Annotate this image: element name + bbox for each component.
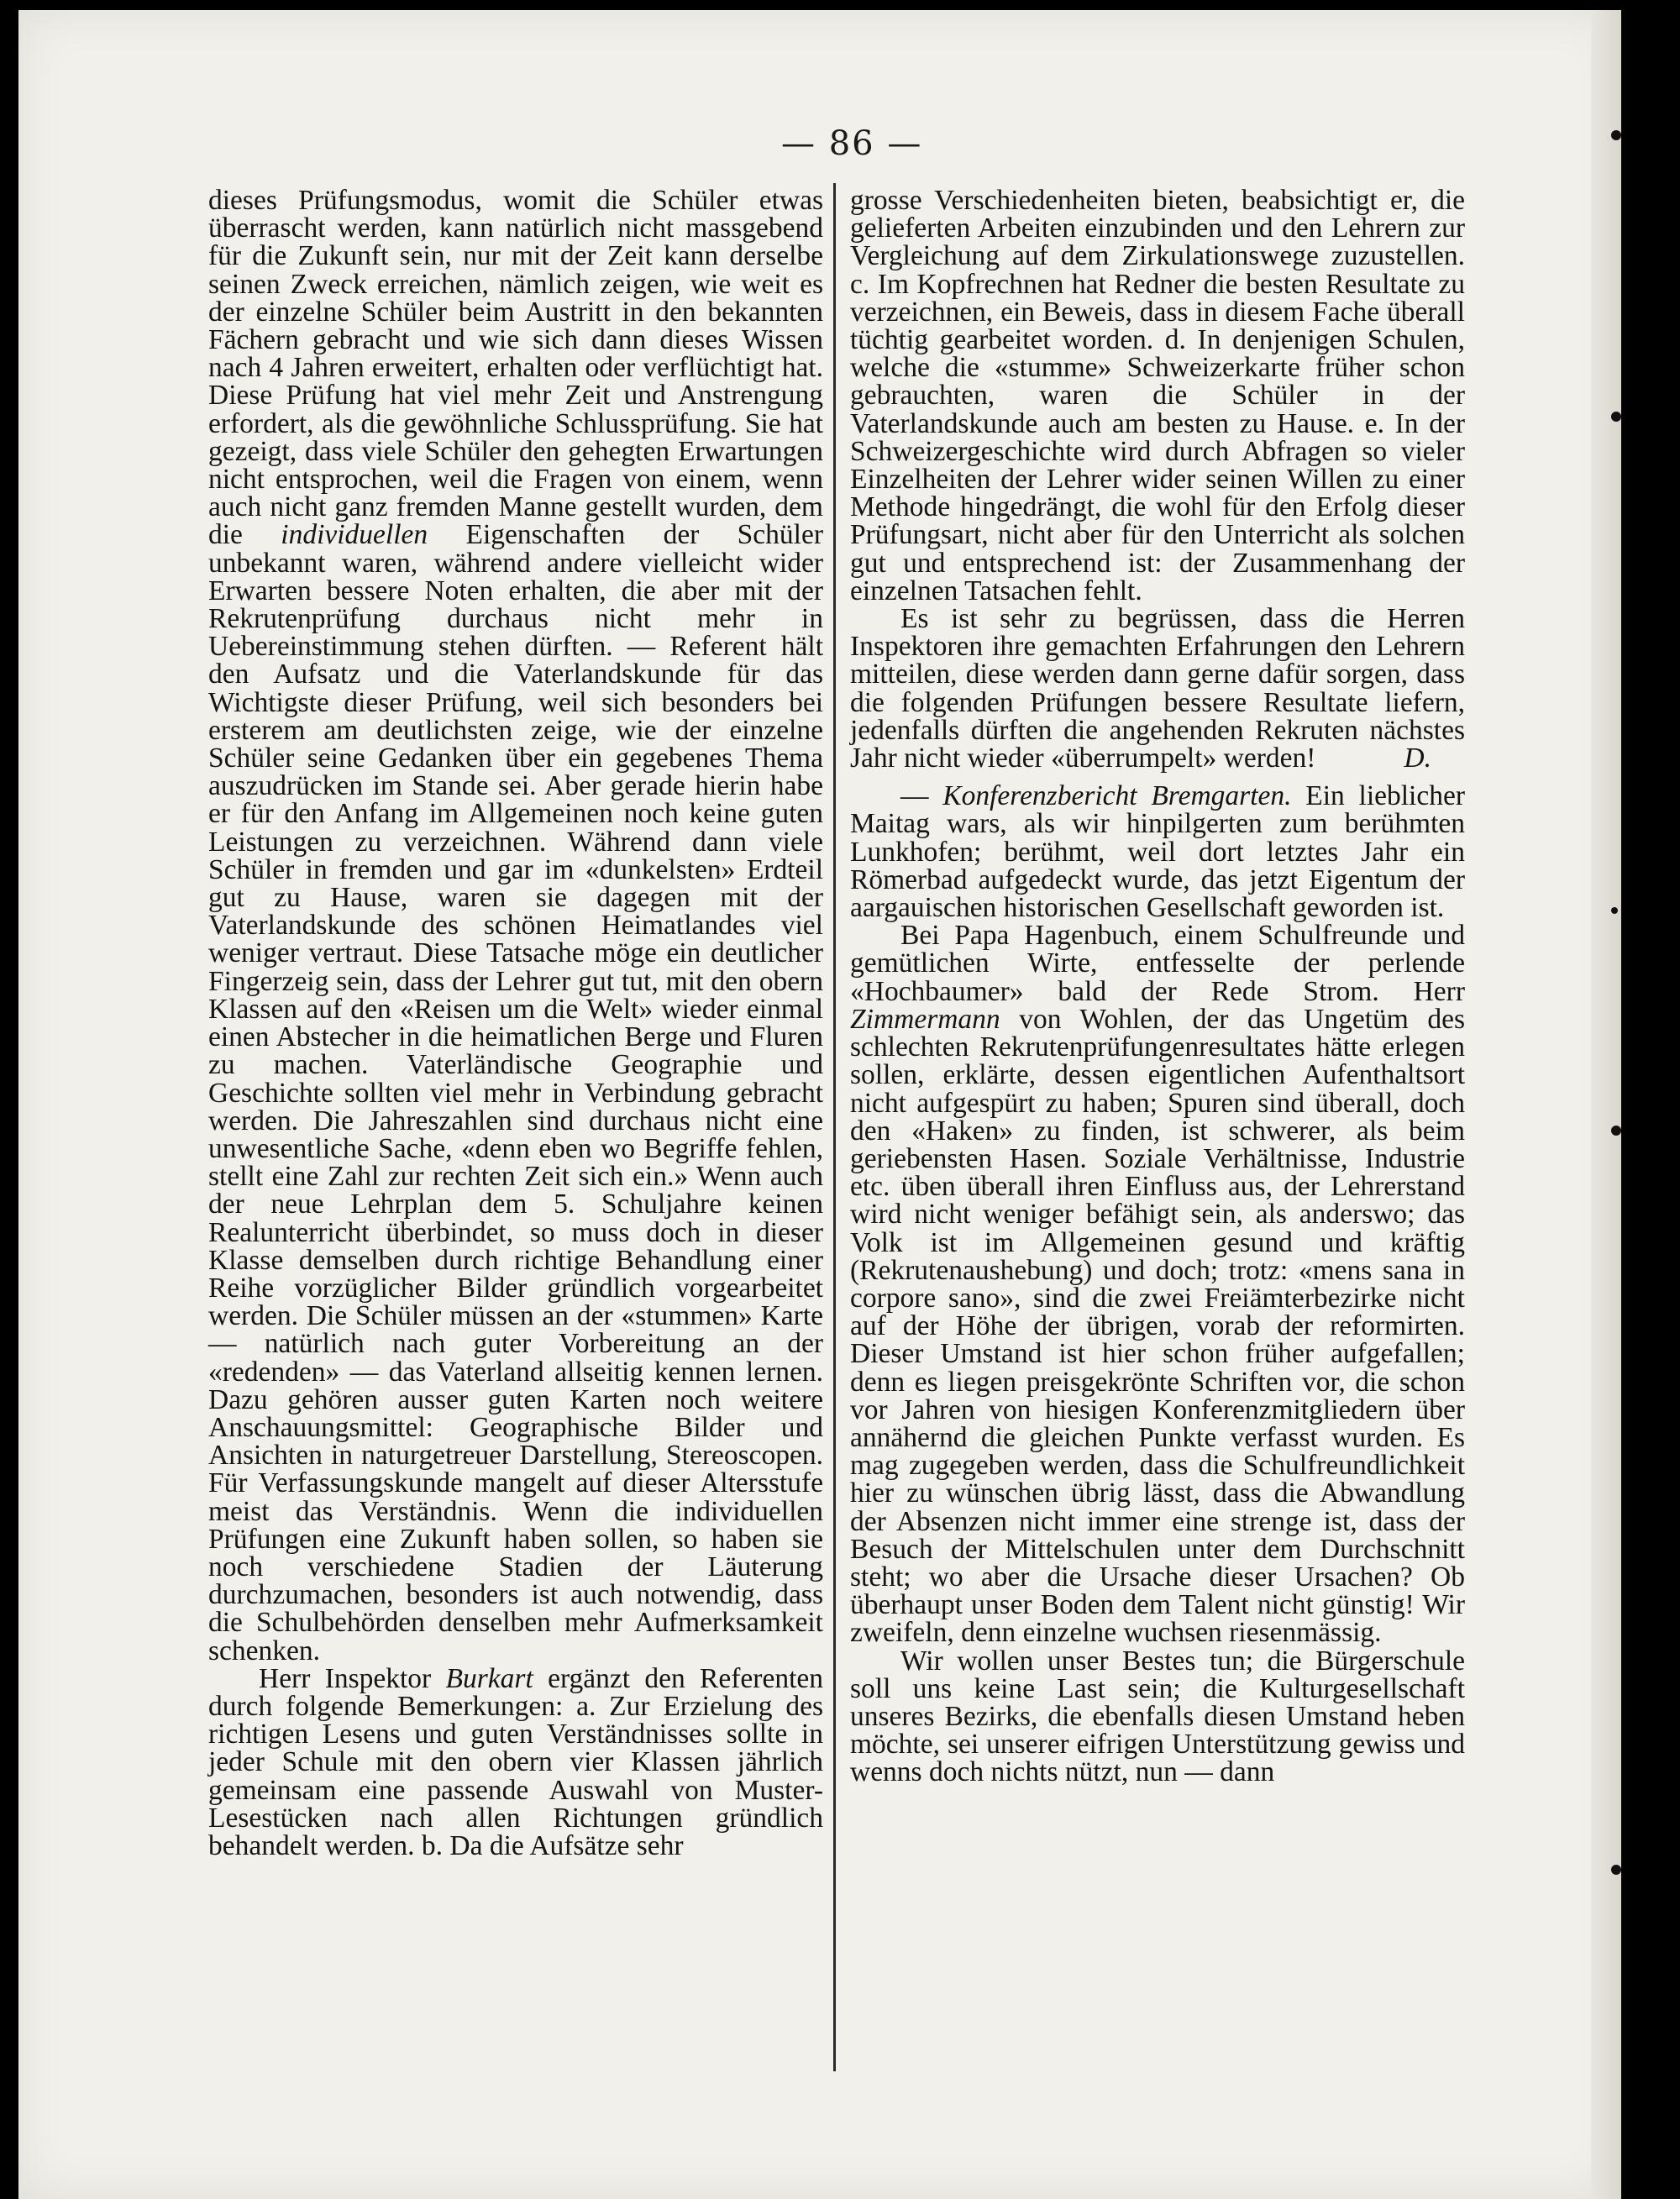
right-paragraph-3 [850,780,1466,924]
left-paragraph-2-rest: ergänzt den Referenten durch folgende Bemerkungen: a. Zur Erzielung des richtigen Lesens und guten Verständnisses sollte in jeder Schule mit den obern vier Klassen jährlich gemeinsam eine passende Auswahl von Muster-Lesestücken nach allen Richtungen gründlich behandelt werden. b. Da die Aufsätze sehr [208,1662,823,1861]
left-paragraph-1-italic: individuellen [281,519,428,551]
binding-hole-mark [1611,1865,1621,1875]
left-paragraph-2 [208,1662,823,1861]
left-paragraph-2-italic: Burkart [445,1662,533,1694]
right-column [850,186,1465,1787]
right-paragraph-3-dash: — [900,780,943,812]
binding-hole-mark [1611,130,1621,140]
right-paragraph-3-text: Ein lieblicher Maitag wars, als wir hinpilgerten zum berühmten Lunkhofen; berühmt, weil dort letztes Jahr ein Römerbad aufgedeckt wurde, das jetzt Eigentum der aargauischen historischen Gesellschaft geworden ist. [850,780,1466,924]
right-paragraph-1: grosse Verschiedenheiten bieten, beabsichtigt er, die gelieferten Arbeiten einzubinden und den Lehrern zur Vergleichung auf dem Zirkulationswege zuzustellen. c. Im Kopfrechnen hat Redner die besten Resultate zu verzeichnen, ein Beweis, dass in diesem Fache überall tüchtig gearbeitet worden. d. In denjenigen Schulen, welche die «stumme» Schweizerkarte früher schon gebrauchten, waren die Schüler in der Vaterlandskunde auch am besten zu Hause. e. In der Schweizergeschichte wird durch Abfragen so vieler Einzelheiten der Lehrer wider seinen Willen zu einer Methode hingedrängt, die wohl für den Erfolg dieser Prüfungsart, nicht aber für den Unterricht als solchen gut und entsprechend ist: der Zusammenhang der einzelnen Tatsachen fehlt. [850,185,1465,606]
left-paragraph-1 [208,186,823,1665]
page-number: — 86 — [781,124,923,163]
left-paragraph-2-text: Herr Inspektor [259,1662,446,1694]
binding-hole-mark [1611,412,1621,422]
left-column [208,186,823,1860]
binding-hole-mark [1611,1126,1621,1136]
left-paragraph-1-text: dieses Prüfungsmodus, womit die Schüler etwas überrascht werden, kann natürlich nicht massgebend für die Zukunft sein, nur mit der Zeit kann derselbe seinen Zweck erreichen, nämlich zeigen, wie weit es der einzelne Schüler beim Austritt in den bekannten Fächern gebracht und wie sich dann dieses Wissen nach 4 Jahren erweitert, erhalten oder verflüchtigt hat. Diese Prüfung hat viel mehr Zeit und Anstrengung erfordert, als die gewöhnliche Schlussprüfung. Sie hat gezeigt, dass viele Schüler den gehegten Erwartungen nicht entsprochen, weil die Fragen von einem, wenn auch nicht ganz fremden Manne gestellt wurden, dem die [208,185,823,551]
right-paragraph-4 [850,920,1465,1649]
right-paragraph-4-italic: Zimmermann [850,1003,1000,1035]
right-paragraph-2 [850,605,1465,772]
section-heading-konferenzbericht: Konferenzbericht Bremgarten. [942,780,1292,812]
right-paragraph-4-text: Bei Papa Hagenbuch, einem Schulfreunde und gemütlichen Wirte, entfesselte der perlende «Hochbaumer» bald der Rede Strom. Herr [850,920,1465,1007]
column-divider [833,183,836,2071]
right-paragraph-4-rest: von Wohlen, der das Ungetüm des schlechten Rekrutenprüfungenresultates hätte erlegen sollen, erklärte, dessen eigentlichen Aufenthaltsort nicht aufgespürt zu haben; Spuren sind überall, doch den «Haken» zu finden, ist schwerer, als beim geriebensten Hasen. Soziale Verhältnisse, Industrie etc. üben überall ihren Einfluss aus, der Lehrerstand wird nicht weniger befähigt sein, als anderswo; das Volk ist im Allgemeinen gesund und kräftig (Rekrutenaushebung) und doch; trotz: «mens sana in corpore sano», sind die zwei Freiämterbezirke nicht auf der Höhe der übrigen, vorab der reformirten. Dieser Umstand ist hier schon früher aufgefallen; denn es liegen preisgekrönte Schriften vor, die schon vor Jahren von hiesigen Konferenzmitgliedern über annähernd die gleichen Punkte verfasst wurden. Es mag zugegeben werden, dass die Schulfreundlichkeit hier zu wünschen übrig lässt, dass die Abwandlung der Absenzen nicht immer eine strenge ist, dass der Besuch der Mittelschulen unter dem Durchschnitt steht; wo aber die Ursache dieser Ursachen? Ob überhaupt unser Boden dem Talent nicht günstig! Wir zweifeln, denn einzelne wuchsen riesenmässig. [850,1003,1465,1649]
left-paragraph-1-rest: Eigenschaften der Schüler unbekannt waren, während andere vielleicht wider Erwarten bessere Noten erhalten, die aber mit der Rekrutenprüfung durchaus nicht mehr in Uebereinstimmung stehen dürften. — Referent hält den Aufsatz und die Vaterlandskunde für das Wichtigste dieser Prüfung, weil sich besonders bei ersterem am deutlichsten zeige, wie der einzelne Schüler seine Gedanken über ein gegebenes Thema auszudrücken im Stande sei. Aber gerade hierin habe er für den Anfang im Allgemeinen noch keine guten Leistungen zu verzeichnen. Während dann viele Schüler in fremden und gar im «dunkelsten» Erdteil gut zu Hause, waren sie dagegen mit der Vaterlandskunde des schönen Heimatlandes viel weniger vertraut. Diese Tatsache möge ein deutlicher Fingerzeig sein, dass der Lehrer gut tut, mit den obern Klassen auf den «Reisen um die Welt» wieder einmal einen Abstecher in die heimatlichen Berge und Fluren zu machen. Vaterländische Geographie und Geschichte sollten viel mehr in Verbindung gebracht werden. Die Jahreszahlen sind durchaus nicht eine unwesentliche Sache, «denn eben wo Begriffe fehlen, stellt eine Zahl zur rechten Zeit sich ein.» Wenn auch der neue Lehrplan dem 5. Schuljahre keinen Realunterricht überbindet, so muss doch in dieser Klasse demselben durch richtige Behandlung einer Reihe vorzüglicher Bilder gründlich vorgearbeitet werden. Die Schüler müssen an der «stummen» Karte — natürlich nach guter Vorbereitung an der «redenden» — das Vaterland allseitig kennen lernen. Dazu gehören ausser guten Karten noch weitere Anschauungsmittel: Geographische Bilder und Ansichten in naturgetreuer Darstellung, Stereoscopen. Für Verfassungskunde mangelt auf dieser Altersstufe meist das Verständnis. Wenn die individuellen Prüfungen eine Zukunft haben sollen, so haben sie noch verschiedene Stadien der Läuterung durchzumachen, besonders ist auch notwendig, dass die Schulbehörden denselben mehr Aufmerksamkeit schenken. [208,519,823,1666]
right-paragraph-5: Wir wollen unser Bestes tun; die Bürgerschule soll uns keine Last sein; die Kulturgesellschaft unseres Bezirks, die ebenfalls diesen Umstand heben möchte, sei unserer eifrigen Unterstützung gewiss und wenns doch nichts nützt, nun — dann [850,1645,1465,1788]
author-signature: D. [1404,743,1431,774]
right-paragraph-2-text: Es ist sehr zu begrüssen, dass die Herren Inspektoren ihre gemachten Erfahrungen den Lehrern mitteilen, diese werden dann gerne dafür sorgen, dass die folgenden Prüfungen bessere Resultate liefern, jedenfalls dürften die angehenden Rekruten nächstes Jahr nicht wieder «überrumpelt» werden! [850,603,1465,774]
binding-hole-mark [1611,907,1618,914]
